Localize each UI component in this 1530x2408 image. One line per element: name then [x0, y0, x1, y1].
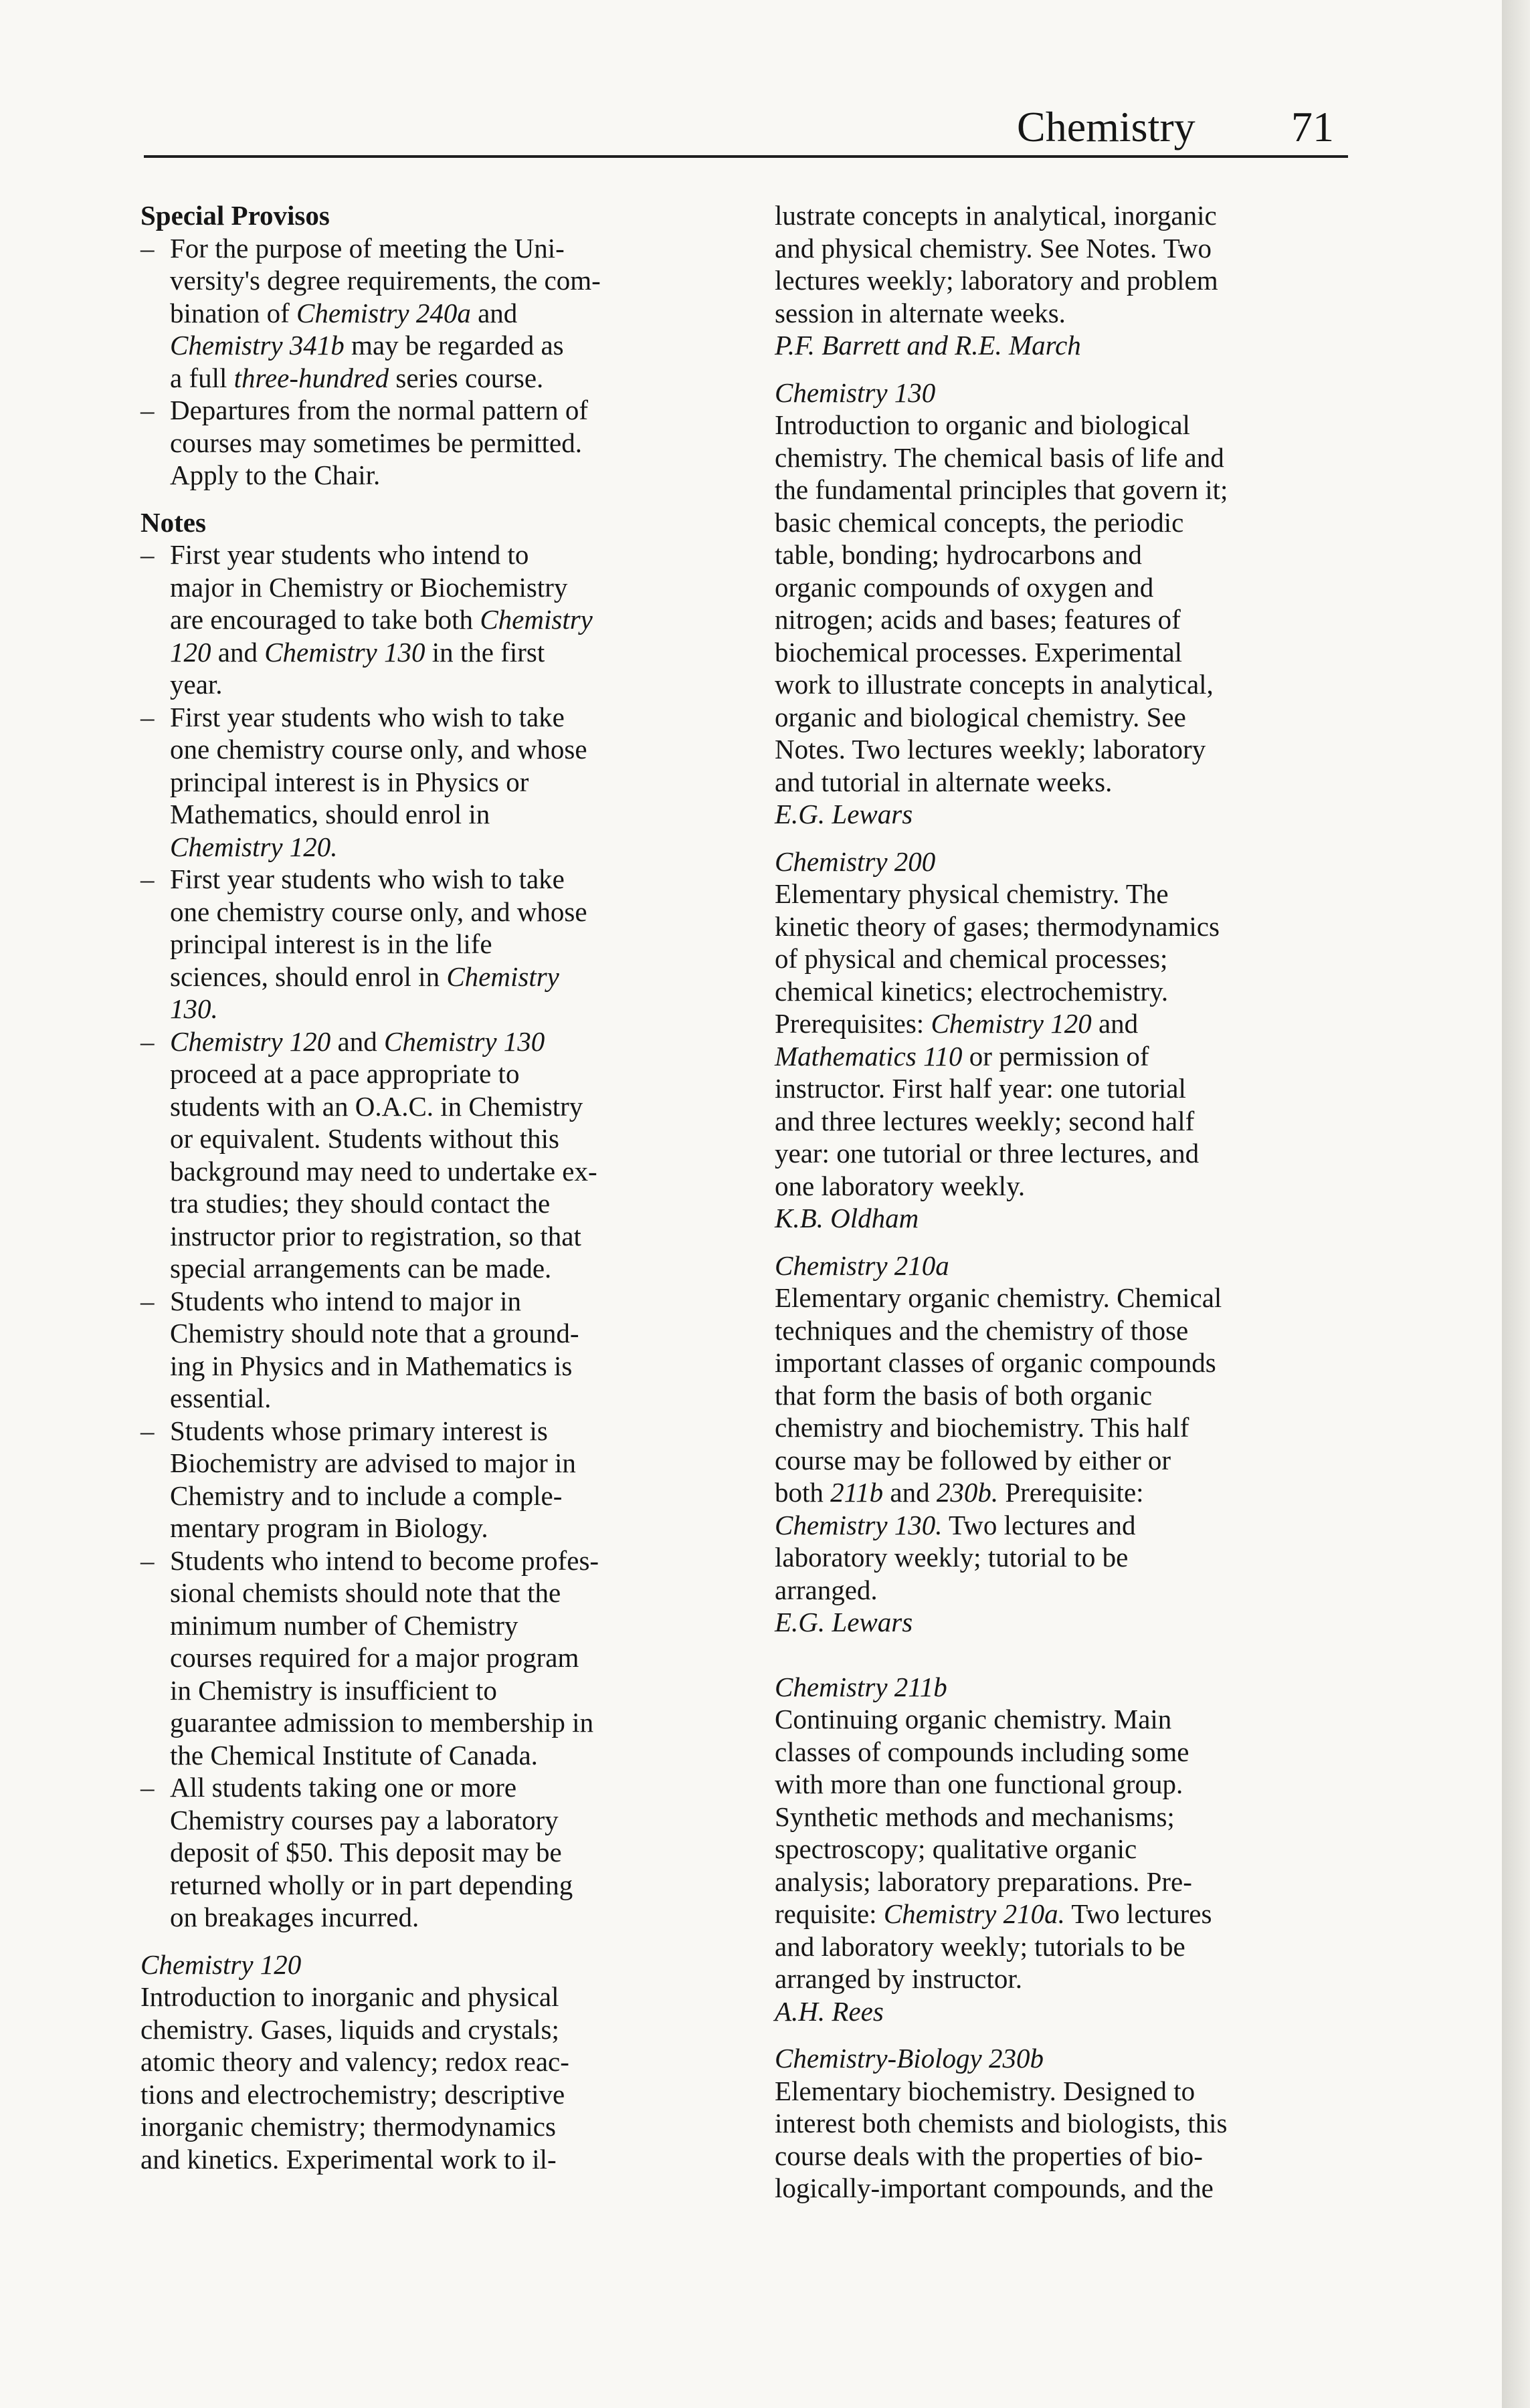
text-line [775, 910, 1363, 943]
text-line [170, 1480, 729, 1512]
text: and kinetics. Experimental work to il- [140, 2143, 557, 2175]
text-line [140, 2143, 729, 2176]
text: and [330, 1025, 384, 1057]
course-title-chemistry-211b: Chemistry 211b [775, 1671, 947, 1702]
text-line [775, 441, 1363, 474]
text-line [775, 1866, 1363, 1898]
course-description [775, 878, 1363, 1202]
text-line [170, 668, 729, 701]
text-line [170, 896, 729, 928]
course-instructor: K.B. Oldham [775, 1203, 919, 1233]
text: versity's degree requirements, the com- [170, 265, 601, 296]
text: biochemical processes. Experimental [775, 636, 1183, 668]
text: analysis; laboratory preparations. Pre- [775, 1866, 1192, 1897]
text-line [170, 961, 729, 993]
text-line [775, 766, 1363, 799]
text: Apply to the Chair. [170, 460, 381, 490]
italic-text: Chemistry 130. [775, 1509, 943, 1540]
text: course may be followed by either or [775, 1444, 1171, 1476]
text-line [170, 1447, 729, 1480]
text-line [140, 2013, 729, 2046]
text: courses may sometimes be permitted. [170, 427, 582, 458]
text: Chemistry courses pay a laboratory [170, 1804, 559, 1835]
text: and physical chemistry. See Notes. Two [775, 232, 1212, 264]
note-item [140, 1415, 729, 1544]
special-provisos-heading: Special Provisos [140, 200, 330, 231]
text-line [170, 1317, 729, 1350]
text: and three lectures weekly; second half [775, 1105, 1195, 1136]
text: chemistry. Gases, liquids and crystals; [140, 2013, 559, 2045]
italic-text: 230b. [936, 1477, 999, 1508]
text: work to illustrate concepts in analytical, [775, 669, 1214, 700]
text-line [170, 993, 729, 1025]
text-line [775, 1346, 1363, 1379]
running-header [1017, 100, 1351, 154]
text: in the first [425, 636, 545, 668]
text: sional chemists should note that the [170, 1577, 561, 1608]
italic-text: Chemistry 341b [170, 330, 345, 361]
text-line [170, 1058, 729, 1090]
text: instructor prior to registration, so that [170, 1220, 581, 1251]
text-line [775, 264, 1363, 297]
text-line [170, 427, 729, 460]
text-line [170, 1285, 729, 1318]
text: chemistry. The chemical basis of life and [775, 441, 1224, 473]
text: and [883, 1477, 937, 1508]
text-line [775, 1444, 1363, 1477]
text: Introduction to inorganic and physical [140, 1981, 559, 2012]
text-line [170, 1382, 729, 1415]
text-line [170, 1512, 729, 1544]
text-line [170, 1544, 729, 1577]
text: Departures from the normal pattern of [170, 395, 589, 425]
text: kinetic theory of gases; thermodynamics [775, 910, 1220, 942]
text-line [775, 1170, 1363, 1203]
text: Biochemistry are advised to major in [170, 1447, 576, 1478]
text: First year students who wish to take [170, 864, 565, 894]
text: principal interest is in the life [170, 928, 492, 959]
text: For the purpose of meeting the Uni- [170, 232, 565, 264]
text: table, bonding; hydrocarbons and [775, 539, 1142, 570]
text-line [775, 1703, 1363, 1736]
italic-text: three-hundred [233, 362, 389, 393]
italic-text: Chemistry [446, 961, 559, 992]
text-line [775, 1541, 1363, 1574]
italic-text: Chemistry 120 [170, 1025, 331, 1057]
note-item [140, 538, 729, 701]
text-line [775, 1736, 1363, 1769]
course-instructor: P.F. Barrett and R.E. March [775, 330, 1081, 361]
header-rule [144, 155, 1348, 158]
text: session in alternate weeks. [775, 297, 1066, 328]
text: one laboratory weekly. [775, 1170, 1026, 1201]
text: and [470, 297, 518, 328]
notes-heading: Notes [140, 506, 206, 538]
text: Prerequisites: [775, 1008, 931, 1039]
text-line [170, 297, 729, 330]
proviso-item [140, 394, 729, 492]
text-line [170, 1869, 729, 1902]
note-item [140, 863, 729, 1025]
text: series course. [389, 362, 544, 393]
text-line [170, 636, 729, 669]
text-line [170, 1252, 729, 1285]
text-line [170, 1187, 729, 1220]
text: Elementary physical chemistry. The [775, 878, 1169, 909]
text: and tutorial in alternate weeks. [775, 766, 1113, 797]
course-title-chemistry-200: Chemistry 200 [775, 845, 936, 877]
text: a full [170, 362, 234, 393]
text-line [140, 2078, 729, 2111]
note-item [140, 1771, 729, 1934]
page-header-title: Chemistry [1017, 103, 1196, 150]
text-line [775, 878, 1363, 910]
text: arranged by instructor. [775, 1963, 1023, 1994]
text: on breakages incurred. [170, 1902, 419, 1932]
text-line [170, 1350, 729, 1383]
text: deposit of $50. This deposit may be [170, 1837, 562, 1868]
text-line [775, 1898, 1363, 1930]
text-line [775, 1411, 1363, 1444]
text: or equivalent. Students without this [170, 1123, 559, 1154]
text-line [775, 636, 1363, 669]
text-line [170, 1739, 729, 1772]
text-line [170, 264, 729, 297]
text: essential. [170, 1383, 272, 1413]
text: year: one tutorial or three lectures, and [775, 1138, 1200, 1169]
text-line [170, 1771, 729, 1804]
text: important classes of organic compounds [775, 1347, 1216, 1378]
text-line [170, 1901, 729, 1934]
text-line [170, 1804, 729, 1837]
text-line [170, 798, 729, 831]
left-column [140, 199, 729, 2175]
text-line [775, 1509, 1363, 1542]
text: with more than one functional group. [775, 1769, 1183, 1799]
text: principal interest is in Physics or [170, 766, 529, 797]
text: instructor. First half year: one tutorial [775, 1073, 1186, 1104]
italic-text: 130. [170, 993, 218, 1024]
text: Students whose primary interest is [170, 1415, 548, 1446]
text: techniques and the chemistry of those [775, 1314, 1189, 1346]
text: organic compounds of oxygen and [775, 571, 1154, 603]
text-line [170, 571, 729, 604]
text-line [775, 1314, 1363, 1347]
course-description [775, 1703, 1363, 1995]
text-line [775, 199, 1363, 232]
text: minimum number of Chemistry [170, 1609, 518, 1641]
text-line [775, 409, 1363, 441]
text: Chemistry should note that a ground- [170, 1318, 579, 1348]
text-line [775, 1833, 1363, 1866]
text: chemical kinetics; electrochemistry. [775, 975, 1169, 1007]
text: are encouraged to take both [170, 604, 480, 635]
italic-text: Chemistry 210a. [883, 1898, 1065, 1929]
text-line [775, 506, 1363, 539]
right-column [775, 199, 1363, 2205]
text: First year students who wish to take [170, 701, 565, 732]
text: background may need to undertake ex- [170, 1155, 597, 1187]
text: requisite: [775, 1898, 884, 1929]
course-title-chemistry-120: Chemistry 120 [140, 1948, 302, 1980]
note-item [140, 701, 729, 864]
course-description [140, 1981, 729, 2175]
italic-text: 120 [170, 636, 211, 668]
text-line [170, 1220, 729, 1253]
text-line [775, 668, 1363, 701]
course-instructor: A.H. Rees [775, 1995, 884, 2027]
text-line [170, 928, 729, 961]
italic-text: Mathematics 110 [775, 1040, 963, 1072]
page-edge [1502, 0, 1530, 2408]
text-line [170, 1415, 729, 1447]
text: Two lectures [1064, 1898, 1212, 1929]
text: may be regarded as [344, 330, 564, 361]
text-line [775, 2075, 1363, 2108]
text-line [775, 1282, 1363, 1314]
text: atomic theory and valency; redox reac- [140, 2046, 569, 2077]
text-line [775, 232, 1363, 265]
page-number: 71 [1291, 103, 1334, 150]
text-line [170, 232, 729, 265]
text: course deals with the properties of bio- [775, 2140, 1203, 2171]
course-instructor: E.G. Lewars [775, 799, 913, 829]
text: Continuing organic chemistry. Main [775, 1704, 1172, 1734]
course-instructor: E.G. Lewars [775, 1607, 913, 1637]
text-line [775, 975, 1363, 1008]
text: and [1091, 1008, 1139, 1039]
text-line [775, 1105, 1363, 1138]
text: the fundamental principles that govern it; [775, 474, 1228, 505]
course-title-chemistry-130: Chemistry 130 [775, 377, 936, 408]
text-line [170, 1025, 729, 1058]
text-line [170, 394, 729, 427]
text-line [775, 1072, 1363, 1105]
text-line [775, 2172, 1363, 2205]
text: sciences, should enrol in [170, 961, 447, 992]
text-line [170, 733, 729, 766]
text: interest both chemists and biologists, this [775, 2108, 1228, 2138]
text: students with an O.A.C. in Chemistry [170, 1090, 583, 1122]
italic-text: Chemistry 130 [264, 636, 425, 668]
text: one chemistry course only, and whose [170, 734, 587, 765]
note-item [140, 1285, 729, 1415]
text: Two lectures and [942, 1509, 1136, 1540]
proviso-item [140, 232, 729, 395]
text-line [170, 459, 729, 492]
text-line [775, 1574, 1363, 1607]
text: of physical and chemical processes; [775, 943, 1168, 974]
course-description [775, 199, 1363, 329]
text: Students who intend to major in [170, 1285, 521, 1316]
text-line [170, 1155, 729, 1188]
course-title-chemistry-biology-230b: Chemistry-Biology 230b [775, 2043, 1044, 2074]
italic-text: Chemistry 120 [931, 1008, 1092, 1039]
text-line [775, 1768, 1363, 1801]
text: organic and biological chemistry. See [775, 701, 1186, 732]
italic-text: Chemistry [480, 604, 593, 635]
text: Mathematics, should enrol in [170, 799, 490, 829]
text: chemistry and biochemistry. This half [775, 1412, 1189, 1443]
text: the Chemical Institute of Canada. [170, 1739, 538, 1771]
italic-text: Chemistry 130 [384, 1025, 545, 1057]
text: inorganic chemistry; thermodynamics [140, 2111, 556, 2142]
text-line [170, 1090, 729, 1123]
text-line [140, 2110, 729, 2143]
spacer [775, 1639, 1363, 1671]
text-line [170, 863, 729, 896]
text-line [775, 1963, 1363, 1995]
text: Synthetic methods and mechanisms; [775, 1801, 1175, 1832]
text-line [775, 1379, 1363, 1412]
text-line [170, 362, 729, 395]
text: logically-important compounds, and the [775, 2173, 1214, 2203]
text-line [170, 1577, 729, 1609]
text: one chemistry course only, and whose [170, 896, 587, 927]
text-line [170, 1836, 729, 1869]
text: lustrate concepts in analytical, inorganic [775, 200, 1217, 231]
text-line [775, 538, 1363, 571]
text-line [170, 766, 729, 799]
text: or permission of [962, 1040, 1149, 1072]
text-line [775, 1007, 1363, 1040]
text: Students who intend to become profes- [170, 1544, 599, 1576]
course-description [775, 2075, 1363, 2205]
text: lectures weekly; laboratory and problem [775, 265, 1218, 296]
text-line [775, 474, 1363, 506]
italic-text: Chemistry 120. [170, 831, 338, 862]
text-line [775, 1137, 1363, 1170]
text-line [775, 2140, 1363, 2173]
text: ing in Physics and in Mathematics is [170, 1350, 573, 1381]
text: tions and electrochemistry; descriptive [140, 2078, 565, 2110]
text-line [170, 831, 729, 864]
text-line [775, 603, 1363, 636]
text-line [170, 1674, 729, 1707]
text: Chemistry and to include a comple- [170, 1480, 563, 1511]
text-line [775, 942, 1363, 975]
text-line [775, 701, 1363, 734]
text-line [140, 1981, 729, 2013]
text-line [170, 701, 729, 734]
text-line [170, 329, 729, 362]
text-line [170, 1641, 729, 1674]
text: returned wholly or in part depending [170, 1869, 573, 1900]
text: Elementary organic chemistry. Chemical [775, 1282, 1222, 1313]
text-line [775, 1040, 1363, 1073]
text: spectroscopy; qualitative organic [775, 1833, 1137, 1864]
text-line [170, 1609, 729, 1642]
text: classes of compounds including some [775, 1736, 1189, 1767]
text-line [140, 2045, 729, 2078]
text-line [170, 1706, 729, 1739]
text: All students taking one or more [170, 1772, 517, 1803]
text-line [775, 297, 1363, 330]
text: in Chemistry is insufficient to [170, 1674, 497, 1706]
text: special arrangements can be made. [170, 1253, 552, 1284]
text-line [775, 1930, 1363, 1963]
text: year. [170, 669, 223, 700]
text-line [775, 1801, 1363, 1833]
text: basic chemical concepts, the periodic [775, 506, 1184, 538]
text-line [775, 2107, 1363, 2140]
text: Elementary biochemistry. Designed to [775, 2075, 1196, 2106]
course-title-chemistry-210a: Chemistry 210a [775, 1249, 949, 1281]
italic-text: Chemistry 240a [296, 297, 471, 328]
text-line [170, 1122, 729, 1155]
text: major in Chemistry or Biochemistry [170, 571, 568, 603]
text-line [170, 603, 729, 636]
text: courses required for a major program [170, 1642, 579, 1673]
text: that form the basis of both organic [775, 1379, 1153, 1411]
course-description [775, 1282, 1363, 1606]
text: bination of [170, 297, 297, 328]
text: laboratory weekly; tutorial to be [775, 1542, 1129, 1573]
text: guarantee admission to membership in [170, 1707, 594, 1738]
text-line [775, 1476, 1363, 1509]
text: and laboratory weekly; tutorials to be [775, 1930, 1185, 1962]
course-description [775, 409, 1363, 798]
text: nitrogen; acids and bases; features of [775, 604, 1181, 635]
text-line [775, 733, 1363, 766]
note-item [140, 1544, 729, 1772]
text: arranged. [775, 1574, 878, 1605]
text: First year students who intend to [170, 539, 529, 570]
text: proceed at a pace appropriate to [170, 1058, 520, 1089]
text-line [775, 571, 1363, 604]
text: Introduction to organic and biological [775, 409, 1190, 440]
text: mentary program in Biology. [170, 1512, 488, 1543]
text: both [775, 1477, 831, 1508]
text: Prerequisite: [998, 1477, 1144, 1508]
note-item [140, 1025, 729, 1285]
text: and [211, 636, 265, 668]
text: tra studies; they should contact the [170, 1188, 551, 1219]
text-line [170, 538, 729, 571]
text: Notes. Two lectures weekly; laboratory [775, 734, 1206, 765]
italic-text: 211b [830, 1477, 884, 1508]
